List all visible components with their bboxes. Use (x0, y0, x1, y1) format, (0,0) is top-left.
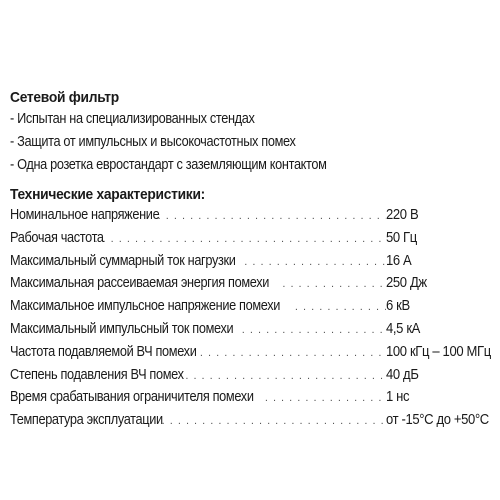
dot-leader (265, 392, 386, 404)
dot-leader (282, 278, 386, 290)
dot-leader (94, 233, 386, 245)
spec-value: 250 Дж (386, 275, 427, 292)
spec-row (10, 321, 490, 344)
spec-row (10, 344, 490, 367)
product-description (10, 88, 490, 435)
spec-value: 16 А (386, 252, 412, 269)
specs-heading: Технические характеристики: (10, 186, 205, 203)
spec-value: 220 В (386, 207, 419, 223)
dot-leader (185, 370, 386, 382)
feature-item: - Защита от импульсных и высокочастотных помех (10, 134, 296, 150)
dot-leader (244, 256, 386, 268)
spec-row (10, 412, 490, 435)
spec-label: Частота подавляемой ВЧ помехи (10, 343, 197, 360)
spec-table (10, 207, 490, 435)
dot-leader (295, 301, 386, 313)
spec-value: 100 кГц – 100 МГц (386, 343, 491, 360)
spec-row (10, 230, 490, 253)
spec-value: 50 Гц (386, 229, 417, 246)
spec-row (10, 207, 490, 230)
spec-value: 6 кВ (386, 298, 410, 315)
feature-item: - Одна розетка евростандарт с заземляющим контактом (10, 157, 327, 173)
spec-label: Степень подавления ВЧ помех (10, 366, 184, 383)
product-title: Сетевой фильтр (10, 89, 119, 106)
spec-value: 4,5 кА (386, 320, 421, 337)
spec-row (10, 253, 490, 276)
spec-label: Рабочая частота (10, 229, 104, 246)
dot-leader (158, 210, 386, 222)
spec-label: Максимальный суммарный ток нагрузки (10, 252, 236, 269)
spec-label: Время срабатывания ограничителя помехи (10, 389, 254, 406)
spec-row (10, 389, 490, 412)
dot-leader (200, 347, 386, 359)
spec-label: Максимальная рассеиваемая энергия помехи (10, 275, 270, 292)
spec-value: от -15°С до +50°С (386, 412, 489, 429)
spec-row (10, 367, 490, 390)
spec-row (10, 298, 490, 321)
spec-value: 40 дБ (386, 366, 419, 383)
dot-leader (162, 415, 386, 427)
feature-list (10, 108, 490, 177)
spec-label: Номинальное напряжение (10, 207, 160, 223)
spec-label: Максимальный импульсный ток помехи (10, 320, 234, 337)
feature-item: - Испытан на специализированных стендах (10, 111, 255, 127)
spec-row (10, 275, 490, 298)
spec-value: 1 нс (386, 389, 410, 406)
spec-label: Температура эксплуатации (10, 412, 163, 429)
spec-label: Максимальное импульсное напряжение помехи (10, 298, 281, 315)
dot-leader (242, 324, 386, 336)
